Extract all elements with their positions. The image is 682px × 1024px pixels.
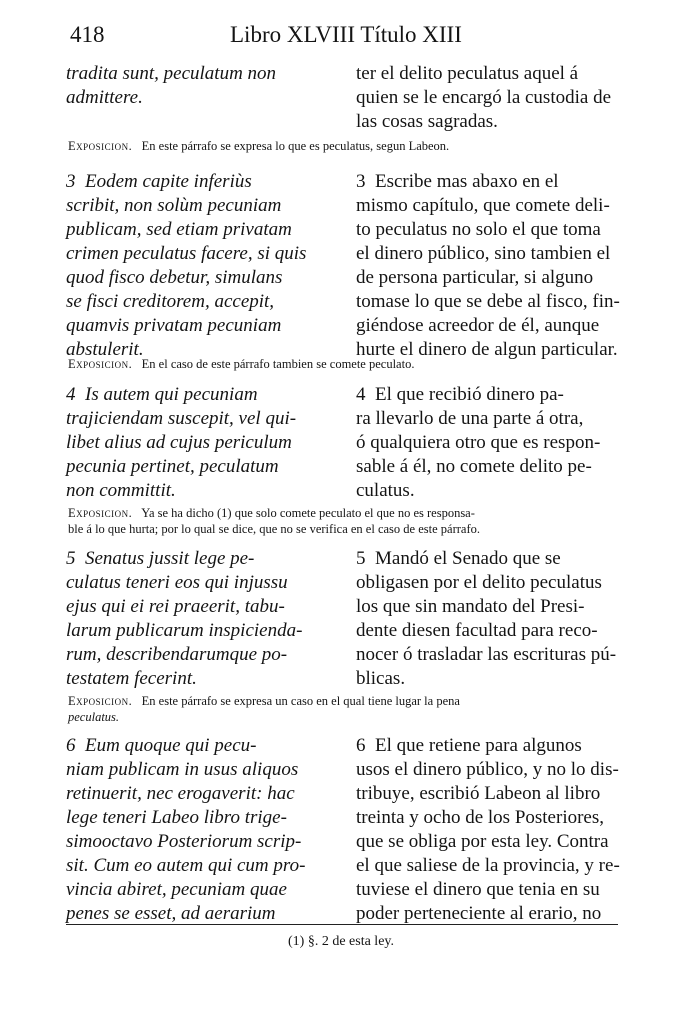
text-line: giéndose acreedor de él, aunque	[356, 315, 600, 336]
exposition-1	[68, 138, 624, 154]
footnote: (1) §. 2 de esta ley.	[288, 934, 394, 949]
text-line: En este párrafo se expresa lo que es peculatus, segun Labeon.	[132, 139, 450, 153]
text-line: el dinero público, sino tambien el	[356, 243, 611, 264]
text-line: nocer ó trasladar las escrituras pú-	[356, 644, 617, 665]
text-line: testatem fecerint.	[66, 668, 197, 689]
text-line: se fisci creditorem, accepit,	[66, 291, 275, 312]
text-line: ó qualquiera otro que es respon-	[356, 432, 601, 453]
text-line: Exposicion.	[68, 694, 133, 708]
text-line: 6 Eum quoque qui pecu-	[66, 735, 257, 756]
text-line: Exposicion.	[68, 506, 133, 520]
latin-column	[66, 62, 346, 110]
text-line: lege teneri Labeo libro trige-	[66, 807, 287, 828]
text-line: sable á él, no comete delito pe-	[356, 456, 592, 477]
text-line: sit. Cum eo autem qui cum pro-	[66, 855, 306, 876]
text-line: ter el delito peculatus aquel á	[356, 63, 579, 84]
text-line: scribit, non solùm pecuniam	[66, 195, 282, 216]
text-line: 3 Escribe mas abaxo en el	[356, 171, 559, 192]
text-line: poder perteneciente al erario, no	[356, 903, 602, 924]
exposition-2	[68, 356, 624, 372]
text-line: peculatus.	[68, 710, 120, 724]
text-line: obligasen por el delito peculatus	[356, 572, 602, 593]
text-line: Ya se ha dicho (1) que solo comete peculato el que no es responsa-	[132, 506, 475, 520]
text-line: 4 Is autem qui pecuniam	[66, 384, 258, 405]
text-line	[68, 505, 624, 521]
text-line: rum, describendarumque po-	[66, 644, 288, 665]
text-line: trajiciendam suscepit, vel qui-	[66, 408, 297, 429]
text-line: retinuerit, nec erogaverit: hac	[66, 783, 295, 804]
text-line: admittere.	[66, 87, 143, 108]
text-line: el que saliese de la provincia, y re-	[356, 855, 620, 876]
text-line: publicam, sed etiam privatam	[66, 219, 292, 240]
text-line: vincia abiret, pecuniam quae	[66, 879, 287, 900]
text-line: que se obliga por esta ley. Contra	[356, 831, 609, 852]
page-header	[70, 22, 622, 52]
text-line: quod fisco debetur, simulans	[66, 267, 283, 288]
text-line: larum publicarum inspicienda-	[66, 620, 303, 641]
text-line: libet alius ad cujus periculum	[66, 432, 292, 453]
text-line: ejus qui ei rei praeerit, tabu-	[66, 596, 285, 617]
spanish-column	[356, 62, 626, 134]
footnote-divider	[66, 924, 618, 925]
latin-column	[66, 734, 346, 926]
text-line: niam publicam in usus aliquos	[66, 759, 299, 780]
text-line: dente diesen facultad para reco-	[356, 620, 598, 641]
text-line: hurte el dinero de algun particular.	[356, 339, 618, 360]
text-line: blicas.	[356, 668, 406, 689]
text-line	[68, 693, 624, 709]
text-line: quamvis privatam pecuniam	[66, 315, 282, 336]
exposition-4	[68, 693, 624, 725]
text-line: non committit.	[66, 480, 176, 501]
text-line: ra llevarlo de una parte á otra,	[356, 408, 584, 429]
text-line: tuviese el dinero que tenia en su	[356, 879, 600, 900]
text-line: culatus.	[356, 480, 415, 501]
text-line: En este párrafo se expresa un caso en el qual tiene lugar la pena	[132, 694, 460, 708]
spanish-column	[356, 383, 626, 503]
text-line: Exposicion.	[68, 357, 133, 371]
text-line: crimen peculatus facere, si quis	[66, 243, 307, 264]
text-line: de persona particular, si alguno	[356, 267, 594, 288]
text-line: pecunia pertinet, peculatum	[66, 456, 279, 477]
spanish-column	[356, 734, 626, 926]
text-line: to peculatus no solo el que toma	[356, 219, 601, 240]
text-line: En el caso de este párrafo tambien se comete peculato.	[132, 357, 415, 371]
text-line: 4 El que recibió dinero pa-	[356, 384, 564, 405]
text-line: mismo capítulo, que comete deli-	[356, 195, 610, 216]
text-line: Exposicion.	[68, 139, 133, 153]
text-line: las cosas sagradas.	[356, 111, 498, 132]
spanish-column	[356, 547, 626, 691]
text-line: culatus teneri eos qui injussu	[66, 572, 288, 593]
text-line: simooctavo Posteriorum scrip-	[66, 831, 302, 852]
text-line: 5 Mandó el Senado que se	[356, 548, 561, 569]
latin-column	[66, 547, 346, 691]
text-line: usos el dinero público, y no lo dis-	[356, 759, 619, 780]
exposition-3	[68, 505, 624, 537]
text-line: abstulerit.	[66, 339, 144, 360]
text-line: 5 Senatus jussit lege pe-	[66, 548, 255, 569]
latin-column	[66, 383, 346, 503]
text-line: 6 El que retiene para algunos	[356, 735, 582, 756]
page-number: 418	[70, 22, 105, 47]
text-line: treinta y ocho de los Posteriores,	[356, 807, 605, 828]
text-line: ble á lo que hurta; por lo qual se dice, que no se verifica en el caso de este párrafo.	[68, 522, 480, 536]
text-line: tradita sunt, peculatum non	[66, 63, 277, 84]
text-line: tomase lo que se debe al fisco, fin-	[356, 291, 620, 312]
text-line: tribuye, escribió Labeon al libro	[356, 783, 601, 804]
text-line: 3 Eodem capite inferiùs	[66, 171, 252, 192]
latin-column	[66, 170, 346, 362]
text-line: quien se le encargó la custodia de	[356, 87, 611, 108]
text-line: los que sin mandato del Presi-	[356, 596, 585, 617]
page-title: Libro XLVIII Título XIII	[230, 22, 462, 47]
text-line: penes se esset, ad aerarium	[66, 903, 276, 924]
spanish-column	[356, 170, 626, 362]
